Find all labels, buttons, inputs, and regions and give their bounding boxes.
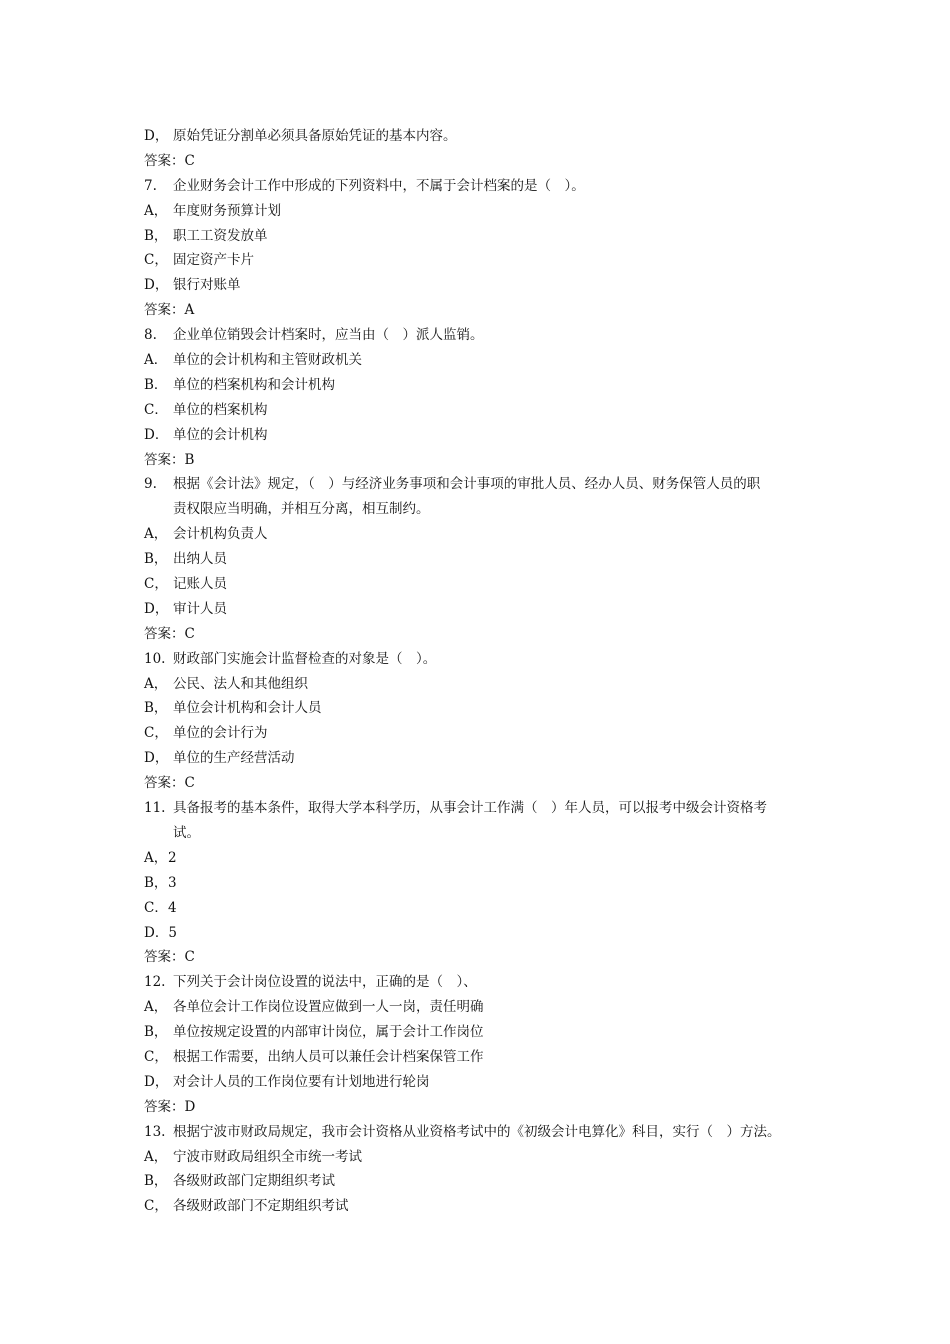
question-line (144, 970, 824, 995)
option-label: C， (144, 725, 168, 742)
option-line (144, 1020, 824, 1045)
option-line (144, 721, 824, 746)
answer-line (144, 1095, 824, 1120)
answer-label: 答案： (144, 302, 185, 319)
question-text: 具备报考的基本条件，取得大学本科学历，从事会计工作满（ ）年人员，可以报考中级会计资格考 (173, 800, 767, 817)
option-line (144, 921, 824, 946)
answer-value: C (184, 775, 195, 792)
option-line (144, 597, 824, 622)
question-text: 财政部门实施会计监督检查的对象是（ ）。 (173, 650, 437, 667)
option-label: C． (144, 401, 168, 418)
option-text: 审计人员 (173, 600, 227, 617)
option-label: B， (144, 551, 168, 568)
option-text: 会计机构负责人 (173, 526, 268, 543)
option-text: 银行对账单 (173, 277, 241, 294)
option-label: A， (144, 849, 168, 866)
option-line (144, 995, 824, 1020)
option-text: 公民、法人和其他组织 (173, 675, 308, 692)
option-line (144, 273, 824, 298)
option-text: 固定资产卡片 (173, 252, 254, 269)
answer-value: C (184, 625, 195, 642)
answer-line (144, 622, 824, 647)
option-text: 2 (168, 849, 177, 866)
option-label: D， (144, 277, 169, 294)
option-label: D， (144, 1073, 169, 1090)
option-line (144, 398, 824, 423)
option-line (144, 348, 824, 373)
question-line (144, 472, 824, 497)
option-label: B， (144, 874, 168, 891)
question-text: 根据宁波市财政局规定，我市会计资格从业资格考试中的《初级会计电算化》科目，实行（ ）方法。 (173, 1123, 781, 1140)
option-text: 5 (168, 924, 177, 941)
question-number: 13. (144, 1123, 166, 1140)
option-label: B， (144, 227, 168, 244)
option-line (144, 846, 824, 871)
question-number: 11. (144, 800, 166, 817)
answer-line (144, 771, 824, 796)
option-line (144, 1070, 824, 1095)
document-content (144, 124, 824, 1219)
answer-value: B (184, 451, 195, 468)
option-text: 各级财政部门定期组织考试 (173, 1173, 335, 1190)
answer-label: 答案： (144, 152, 185, 169)
option-line (144, 896, 824, 921)
answer-label: 答案： (144, 451, 185, 468)
option-line (144, 373, 824, 398)
answer-line (144, 298, 824, 323)
option-text: 单位的档案机构和会计机构 (173, 376, 335, 393)
option-label: D． (144, 924, 169, 941)
answer-value: D (184, 1098, 196, 1115)
question-number: 9. (144, 476, 157, 493)
option-label: B， (144, 700, 168, 717)
option-label: B， (144, 1173, 168, 1190)
question-number: 8. (144, 327, 157, 344)
question-line (144, 647, 824, 672)
option-text: 单位会计机构和会计人员 (173, 700, 322, 717)
question-number: 10. (144, 650, 166, 667)
option-line (144, 696, 824, 721)
answer-value: C (184, 152, 195, 169)
option-label: B， (144, 1024, 168, 1041)
option-line (144, 522, 824, 547)
option-line (144, 547, 824, 572)
answer-label: 答案： (144, 625, 185, 642)
option-line (144, 124, 824, 149)
question-line (144, 174, 824, 199)
question-line (144, 1120, 824, 1145)
option-line (144, 199, 824, 224)
option-line (144, 871, 824, 896)
option-label: C， (144, 252, 168, 269)
option-text: 记账人员 (173, 576, 227, 593)
option-label: C， (144, 1198, 168, 1215)
question-line (144, 323, 824, 348)
question-number: 12. (144, 974, 166, 991)
answer-label: 答案： (144, 775, 185, 792)
option-label: A， (144, 675, 168, 692)
question-continuation: 责权限应当明确，并相互分离，相互制约。 (173, 501, 430, 518)
option-label: D， (144, 750, 169, 767)
option-text: 单位的会计行为 (173, 725, 268, 742)
option-label: A， (144, 1148, 168, 1165)
answer-value: C (184, 949, 195, 966)
option-text: 各级财政部门不定期组织考试 (173, 1198, 349, 1215)
option-line (144, 1194, 824, 1219)
question-text: 根据《会计法》规定，（ ）与经济业务事项和会计事项的审批人员、经办人员、财务保管人员的职 (173, 476, 761, 493)
option-text: 单位按规定设置的内部审计岗位，属于会计工作岗位 (173, 1024, 484, 1041)
option-label: D， (144, 128, 169, 144)
question-text: 企业单位销毁会计档案时，应当由（ ）派人监销。 (173, 327, 484, 344)
option-label: A． (144, 352, 168, 369)
answer-value: A (184, 302, 195, 319)
question-number: 7. (144, 177, 157, 194)
option-text: 原始凭证分割单必须具备原始凭证的基本内容。 (173, 128, 457, 144)
option-line (144, 572, 824, 597)
option-text: 根据工作需要，出纳人员可以兼任会计档案保管工作 (173, 1048, 484, 1065)
question-text: 下列关于会计岗位设置的说法中，正确的是（ ）、 (173, 974, 477, 991)
answer-label: 答案： (144, 1098, 185, 1115)
option-text: 年度财务预算计划 (173, 202, 281, 219)
option-text: 单位的档案机构 (173, 401, 268, 418)
option-text: 出纳人员 (173, 551, 227, 568)
option-text: 单位的生产经营活动 (173, 750, 295, 767)
option-label: D． (144, 426, 169, 443)
option-text: 4 (168, 899, 177, 916)
option-label: C， (144, 1048, 168, 1065)
option-text: 各单位会计工作岗位设置应做到一人一岗，责任明确 (173, 999, 484, 1016)
option-text: 3 (168, 874, 177, 891)
option-line (144, 423, 824, 448)
option-text: 单位的会计机构 (173, 426, 268, 443)
question-continuation: 试。 (173, 824, 200, 841)
option-label: A， (144, 526, 168, 543)
answer-line (144, 448, 824, 473)
option-line (144, 224, 824, 249)
answer-label: 答案： (144, 949, 185, 966)
question-line (144, 796, 824, 821)
option-label: A， (144, 999, 168, 1016)
option-text: 对会计人员的工作岗位要有计划地进行轮岗 (173, 1073, 430, 1090)
option-line (144, 746, 824, 771)
option-line (144, 1169, 824, 1194)
answer-line (144, 149, 824, 174)
option-text: 职工工资发放单 (173, 227, 268, 244)
option-label: C． (144, 899, 168, 916)
option-line (144, 1045, 824, 1070)
option-label: C， (144, 576, 168, 593)
option-line (144, 248, 824, 273)
option-line (144, 672, 824, 697)
option-label: B． (144, 376, 168, 393)
option-label: D， (144, 600, 169, 617)
question-text: 企业财务会计工作中形成的下列资料中，不属于会计档案的是（ ）。 (173, 177, 585, 194)
answer-line (144, 945, 824, 970)
option-line (144, 1145, 824, 1170)
option-label: A， (144, 202, 168, 219)
option-text: 宁波市财政局组织全市统一考试 (173, 1148, 362, 1165)
option-text: 单位的会计机构和主管财政机关 (173, 352, 362, 369)
